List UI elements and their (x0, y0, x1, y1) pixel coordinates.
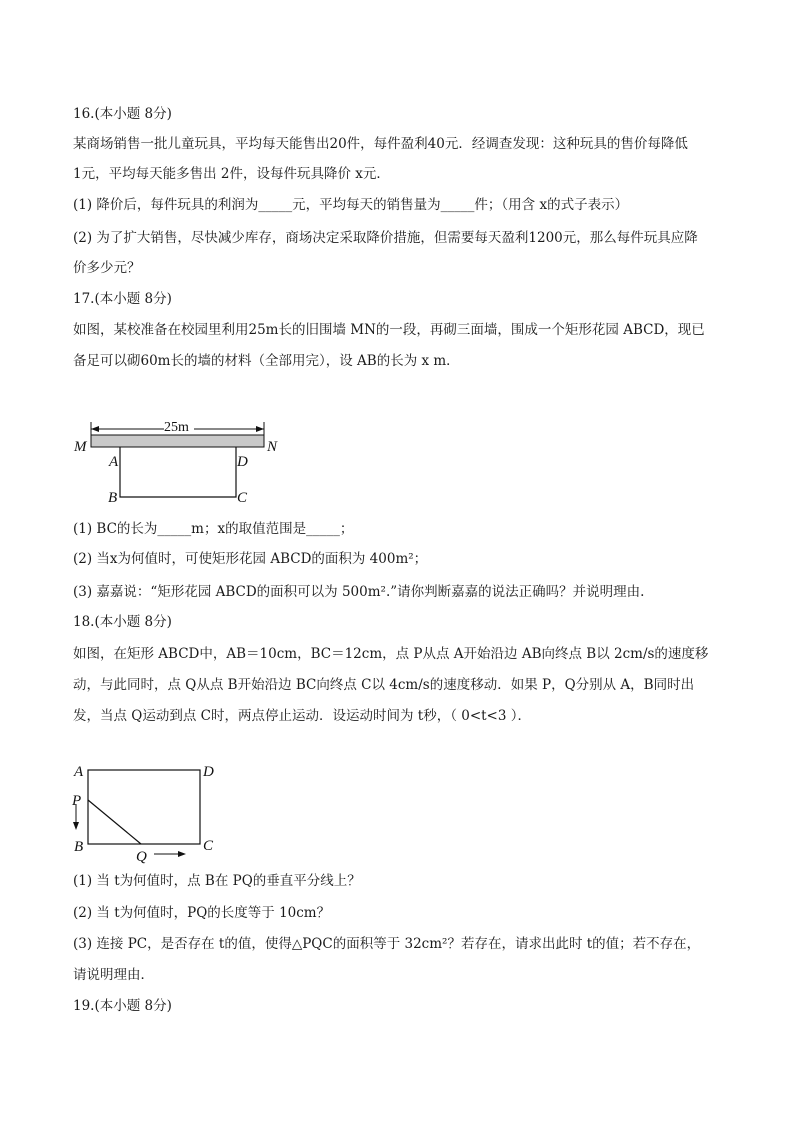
segment-pq (88, 800, 141, 844)
q18-header: 18.(本小题 8分) (73, 614, 172, 630)
q18-stem-line-2: 动，与此同时，点 Q从点 B开始沿边 BC向终点 C以 4cm/s的速度移动．如果 P，Q分别从 A，B同时出 (73, 677, 695, 693)
label-b: B (74, 839, 84, 855)
dimension-label: 25m (164, 420, 189, 435)
q17-header: 17.(本小题 8分) (73, 291, 172, 307)
q16-part-2-line-1: (2) 为了扩大销售，尽快减少库存，商场决定采取降价措施，但需要每天盈利1200元，那么每件玩具应降 (73, 230, 698, 246)
q18-part-2: (2) 当 t为何值时，PQ的长度等于 10cm？ (73, 905, 331, 921)
q18-part-3-line-1: (3) 连接 PC，是否存在 t的值，使得△PQC的面积等于 32cm²？若存在，请求出此时 t的值；若不存在， (73, 936, 701, 952)
q17-part-3: (3) 嘉嘉说：“矩形花园 ABCD的面积可以为 500m².”请你判断嘉嘉的说法正确吗？并说明理由. (73, 584, 645, 600)
q17-part-1: (1) BC的长为_____m；x的取值范围是_____； (73, 521, 354, 537)
arrow-left-icon (91, 426, 99, 432)
q17-part-2: (2) 当x为何值时，可使矩形花园 ABCD的面积为 400m²； (73, 551, 428, 567)
q16-part-2-line-2: 价多少元？ (73, 260, 141, 276)
label-d: D (237, 454, 248, 470)
q17-stem-line-1: 如图，某校准备在校园里利用25m长的旧围墙 MN的一段，再砌三面墙，围成一个矩形花园 ABCD，现已 (73, 322, 705, 338)
q16-stem-line-2: 1元，平均每天能多售出 2件，设每件玩具降价 x元． (73, 166, 390, 182)
q18-part-3-line-2: 请说明理由． (73, 967, 154, 983)
q18-stem-line-3: 发，当点 Q运动到点 C时，两点停止运动．设运动时间为 t秒，（ 0<t<3 ）． (73, 708, 532, 724)
label-a: A (109, 454, 119, 470)
label-c: C (237, 490, 248, 506)
q16-header: 16.(本小题 8分) (73, 106, 172, 122)
label-b: B (108, 490, 118, 506)
label-m: M (74, 439, 87, 455)
label-c: C (203, 838, 214, 854)
label-d: D (203, 764, 214, 780)
q18-figure (66, 758, 226, 866)
label-a: A (74, 764, 84, 780)
label-n: N (267, 439, 278, 455)
q17-stem-line-2: 备足可以砌60m长的墙的材料（全部用完），设 AB的长为 x m． (73, 353, 460, 369)
q16-stem-line-1: 某商场销售一批儿童玩具，平均每天能售出20件，每件盈利40元．经调查发现：这种玩具的售价每降低 (73, 136, 688, 152)
q17-figure (66, 413, 296, 511)
rect-abcd (120, 447, 236, 497)
label-p: P (72, 793, 82, 809)
label-q: Q (136, 849, 147, 865)
arrow-right-icon (256, 426, 264, 432)
rect-abcd (88, 770, 200, 844)
wall-mn (91, 435, 264, 447)
q18-stem-line-1: 如图，在矩形 ABCD中，AB＝10cm，BC＝12cm，点 P从点 A开始沿边 AB向终点 B以 2cm/s的速度移 (73, 646, 709, 662)
q16-part-1: (1) 降价后，每件玩具的利润为_____元，平均每天的销售量为_____件；（用含 x的式子表示） (73, 197, 629, 213)
q18-part-1: (1) 当 t为何值时，点 B在 PQ的垂直平分线上？ (73, 873, 361, 889)
q19-header: 19.(本小题 8分) (73, 998, 172, 1014)
